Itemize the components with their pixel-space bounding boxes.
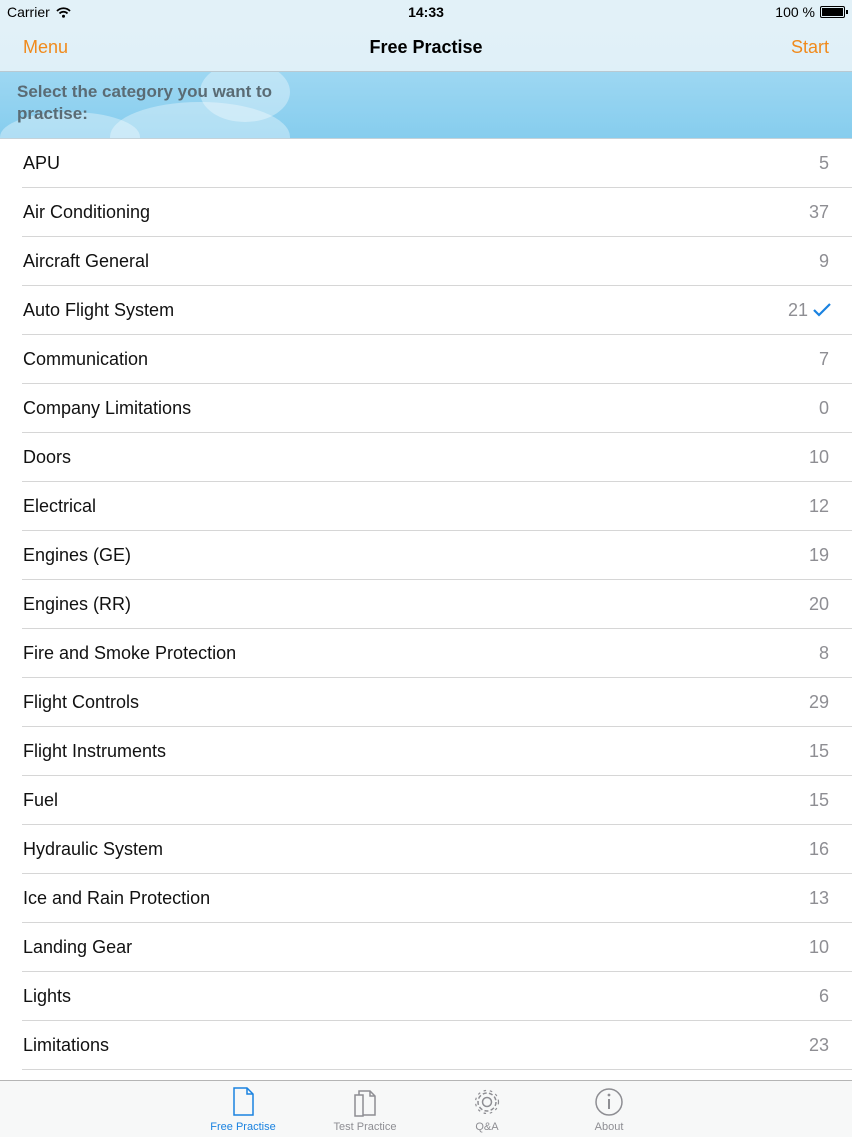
category-label: Electrical bbox=[23, 496, 97, 516]
category-row[interactable] bbox=[22, 678, 852, 727]
tab-q-a[interactable] bbox=[426, 1081, 548, 1137]
category-row[interactable] bbox=[22, 1021, 852, 1070]
question-count: 15 bbox=[808, 741, 829, 761]
question-count: 15 bbox=[808, 790, 829, 810]
category-label: Landing Gear bbox=[23, 937, 133, 957]
category-row[interactable] bbox=[22, 482, 852, 531]
status-time: 14:33 bbox=[408, 4, 444, 20]
category-label: Flight Instruments bbox=[23, 741, 167, 761]
status-bar bbox=[0, 0, 852, 24]
category-label: Engines (RR) bbox=[23, 594, 132, 614]
tab-label: Q&A bbox=[475, 1121, 499, 1133]
question-count: 29 bbox=[808, 692, 829, 712]
tab-label: About bbox=[594, 1121, 624, 1133]
tab-about[interactable] bbox=[548, 1081, 670, 1137]
question-count: 16 bbox=[808, 839, 829, 859]
category-label: Company Limitations bbox=[23, 398, 192, 418]
tab-label: Free Practise bbox=[210, 1121, 276, 1133]
tab-label: Test Practice bbox=[333, 1121, 397, 1133]
tab-test-practice[interactable] bbox=[304, 1081, 426, 1137]
question-count: 13 bbox=[808, 888, 829, 908]
category-label: Limitations bbox=[23, 1035, 110, 1055]
navigation-bar bbox=[0, 24, 852, 72]
category-label: Doors bbox=[23, 447, 72, 467]
category-label: Ice and Rain Protection bbox=[23, 888, 211, 908]
category-list bbox=[0, 139, 852, 1070]
question-count: 10 bbox=[808, 447, 829, 467]
start-button[interactable]: Start bbox=[790, 37, 829, 57]
info-icon bbox=[593, 1085, 625, 1119]
question-count: 12 bbox=[808, 496, 829, 516]
category-row[interactable] bbox=[22, 629, 852, 678]
question-count: 7 bbox=[818, 349, 829, 369]
category-row[interactable] bbox=[22, 237, 852, 286]
category-row[interactable] bbox=[22, 874, 852, 923]
question-count: 5 bbox=[818, 153, 829, 173]
document-icon bbox=[227, 1085, 259, 1119]
question-count: 8 bbox=[818, 643, 829, 663]
documents-icon bbox=[349, 1085, 381, 1119]
question-count: 0 bbox=[818, 398, 829, 418]
category-row[interactable] bbox=[22, 580, 852, 629]
gear-icon bbox=[471, 1085, 503, 1119]
category-label: Lights bbox=[23, 986, 72, 1006]
question-count: 20 bbox=[808, 594, 829, 614]
category-label: Aircraft General bbox=[23, 251, 150, 271]
category-row[interactable] bbox=[22, 972, 852, 1021]
category-row[interactable] bbox=[22, 384, 852, 433]
category-label: Engines (GE) bbox=[23, 545, 132, 565]
category-label: Hydraulic System bbox=[23, 839, 164, 859]
category-label: Fire and Smoke Protection bbox=[23, 643, 237, 663]
question-count: 6 bbox=[818, 986, 829, 1006]
question-count: 9 bbox=[818, 251, 829, 271]
question-count: 23 bbox=[808, 1035, 829, 1055]
category-label: Auto Flight System bbox=[23, 300, 175, 320]
battery-percent: 100 % bbox=[775, 4, 815, 20]
category-label: Fuel bbox=[23, 790, 59, 810]
instruction-text: Select the category you want to practise: bbox=[17, 82, 273, 123]
category-label: Communication bbox=[23, 349, 149, 369]
category-row[interactable] bbox=[22, 727, 852, 776]
category-row[interactable] bbox=[22, 531, 852, 580]
category-row[interactable] bbox=[22, 188, 852, 237]
category-row[interactable] bbox=[22, 776, 852, 825]
category-label: APU bbox=[23, 153, 61, 173]
category-header bbox=[0, 72, 852, 139]
category-row[interactable] bbox=[22, 923, 852, 972]
page-title: Free Practise bbox=[369, 37, 483, 57]
battery-icon bbox=[820, 6, 845, 18]
category-label: Flight Controls bbox=[23, 692, 140, 712]
tab-free-practise[interactable] bbox=[182, 1081, 304, 1137]
category-row[interactable] bbox=[22, 286, 852, 335]
menu-button[interactable]: Menu bbox=[23, 37, 69, 57]
question-count: 21 bbox=[787, 300, 808, 320]
question-count: 10 bbox=[808, 937, 829, 957]
category-row[interactable] bbox=[22, 335, 852, 384]
category-row[interactable] bbox=[22, 139, 852, 188]
category-label: Air Conditioning bbox=[23, 202, 151, 222]
question-count: 37 bbox=[808, 202, 829, 222]
category-row[interactable] bbox=[22, 825, 852, 874]
status-right bbox=[775, 4, 845, 20]
carrier-label: Carrier bbox=[7, 4, 50, 20]
tab-bar bbox=[0, 1080, 852, 1137]
checkmark-icon bbox=[812, 302, 832, 318]
category-row[interactable] bbox=[22, 433, 852, 482]
question-count: 19 bbox=[808, 545, 829, 565]
